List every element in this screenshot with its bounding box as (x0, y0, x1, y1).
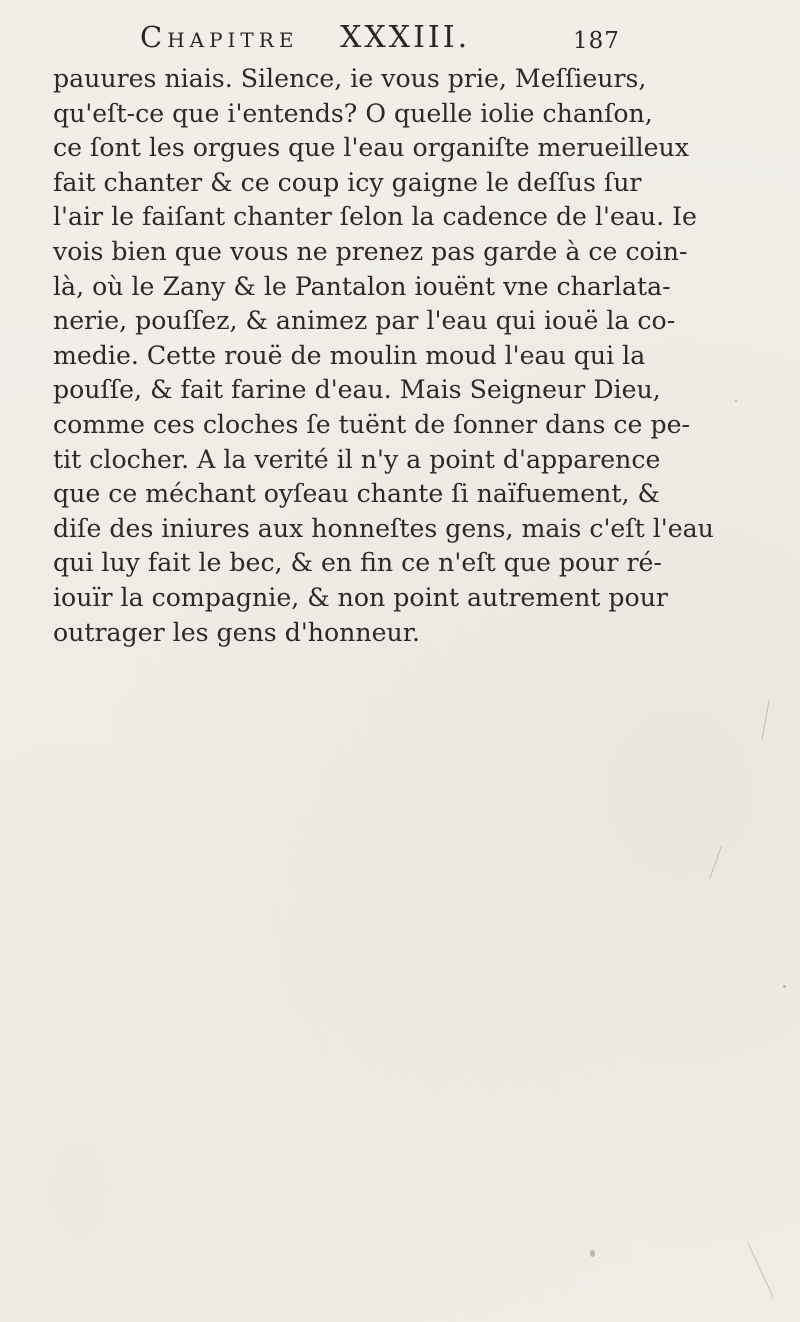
text-line: iouïr la compagnie, & non point autrement pour (53, 582, 668, 612)
text-line: medie. Cette rouë de moulin moud l'eau qui la (53, 340, 646, 370)
text-line: nerie, pouſſez, & animez par l'eau qui iouë la co- (53, 306, 676, 336)
running-header (140, 20, 660, 64)
paper-scratch (709, 846, 722, 879)
text-line: qu'eſt-ce que i'entends? O quelle iolie chanſon, (53, 98, 653, 128)
paper-speck (735, 400, 737, 402)
page-number: 187 (573, 28, 620, 54)
text-line: l'air le faiſant chanter ſelon la cadence de l'eau. Ie (53, 202, 697, 232)
text-line: comme ces cloches ſe tuënt de ſonner dans ce pe- (53, 409, 690, 439)
text-line: pouſſe, & fait farine d'eau. Mais Seigneur Dieu, (53, 375, 661, 405)
text-line: fait chanter & ce coup icy gaigne le deſſus ſur (53, 167, 642, 197)
text-line: qui luy fait le bec, & en fin ce n'eſt que pour ré- (53, 548, 662, 578)
text-line: ce ſont les orgues que l'eau organiſte merueilleux (53, 133, 689, 163)
paper-scratch (747, 1243, 773, 1298)
text-line: là, où le Zany & le Pantalon iouënt vne charlata- (53, 271, 671, 301)
text-line: tit clocher. A la verité il n'y a point d'apparence (53, 444, 661, 474)
paper-scratch (762, 700, 770, 740)
paper-speck (783, 985, 786, 988)
chapter-number: XXXIII. (340, 20, 471, 55)
text-line: que ce méchant oyſeau chante ſi naïfuement, & (53, 479, 660, 509)
paper-speck (590, 1250, 595, 1257)
body-text (53, 62, 714, 650)
text-line: diſe des iniures aux honneſtes gens, mais c'eſt l'eau (53, 513, 714, 543)
text-line: pauures niais. Silence, ie vous prie, Meſſieurs, (53, 64, 647, 93)
text-line: vois bien que vous ne prenez pas garde à ce coin- (53, 236, 688, 266)
text-line: outrager les gens d'honneur. (53, 617, 421, 647)
chapter-label: Chapitre (140, 20, 299, 54)
